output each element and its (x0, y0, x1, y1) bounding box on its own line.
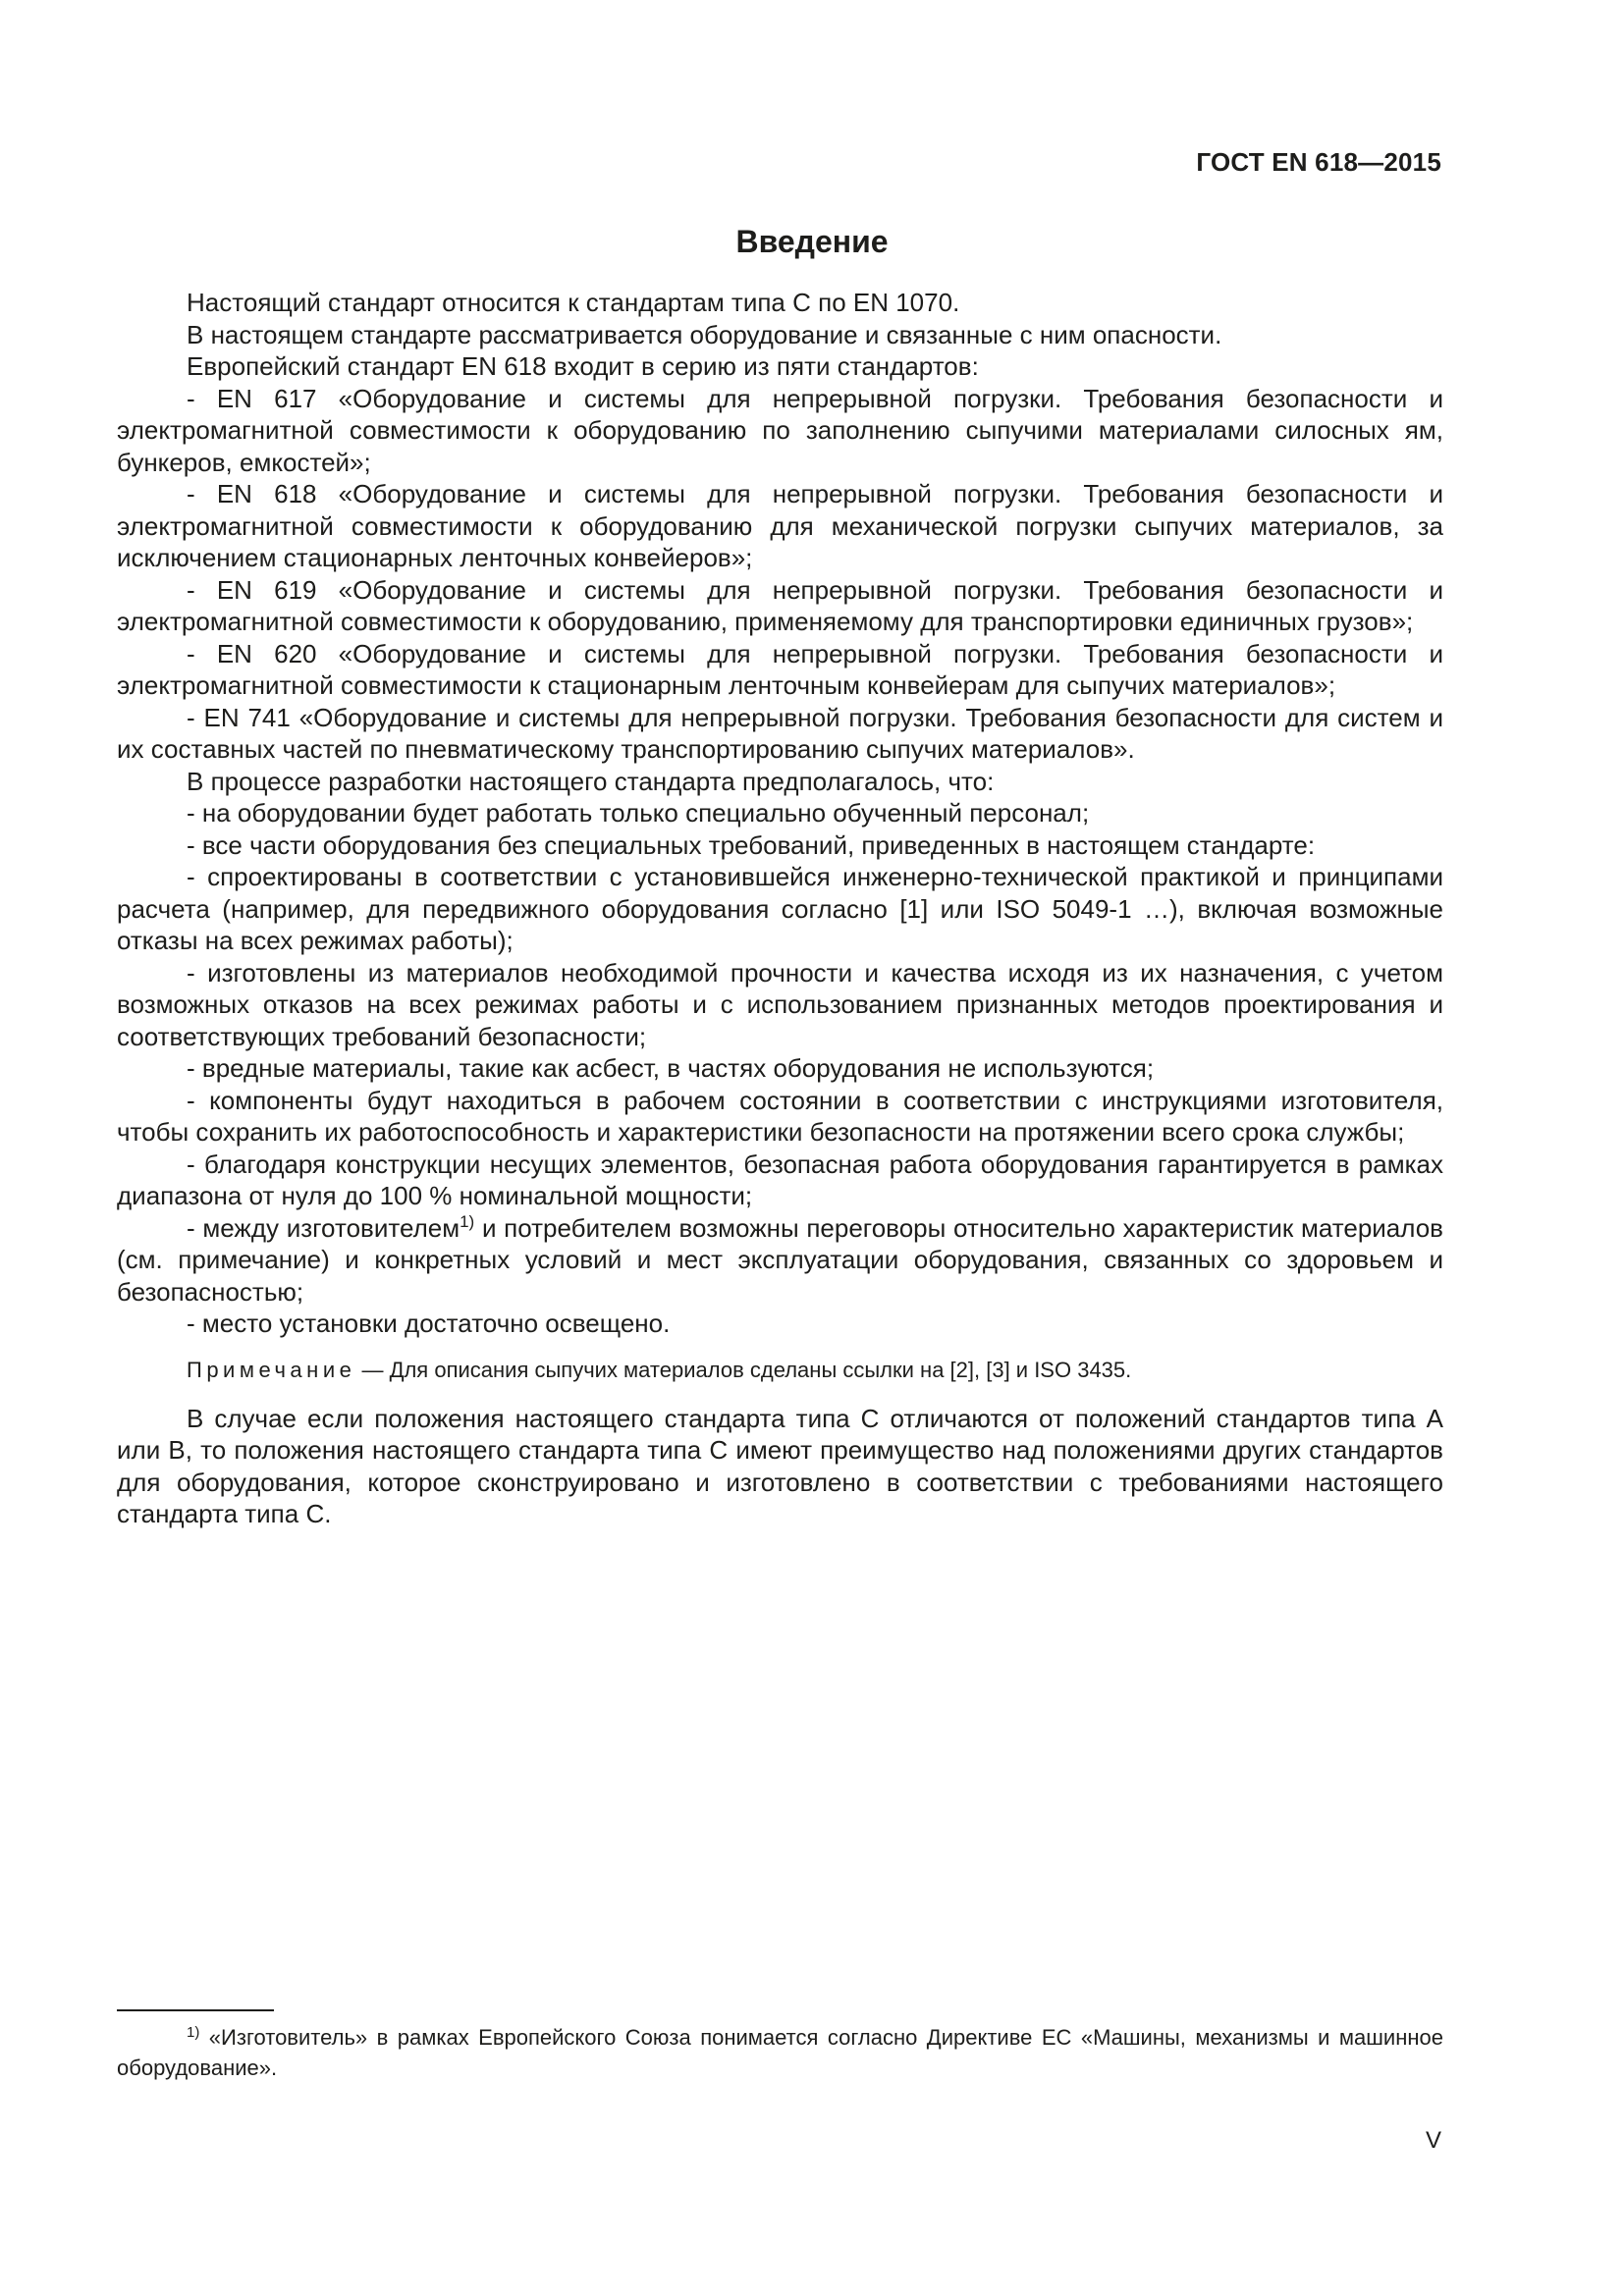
list-item-en618: - EN 618 «Оборудование и системы для непрерывной погрузки. Требования безопасности и электромагнитной совместимости к оборудованию для механической погрузки сыпучих материалов, за исключением стационарных ленточных конвейеров»; (117, 479, 1443, 572)
paragraph: Настоящий стандарт относится к стандартам типа С по EN 1070. (187, 288, 960, 317)
list-item-en620: - EN 620 «Оборудование и системы для непрерывной погрузки. Требования безопасности и электромагнитной совместимости к стационарным ленточным конвейерам для сыпучих материалов»; (117, 638, 1443, 700)
note (117, 1356, 1443, 1385)
paragraph: Европейский стандарт EN 618 входит в серию из пяти стандартов: (187, 351, 979, 381)
page-number: V (1425, 2127, 1441, 2154)
list-item-en617: - EN 617 «Оборудование и системы для непрерывной погрузки. Требования безопасности и электромагнитной совместимости к оборудованию по заполнению сыпучими материалами силосных ям, бункеров, емкостей»; (117, 383, 1443, 477)
note-label: Примечание (187, 1357, 356, 1382)
list-item: - на оборудовании будет работать только специально обученный персонал; (187, 798, 1090, 828)
page-title: Введение (735, 224, 889, 259)
closing-paragraph: В случае если положения настоящего стандарта типа С отличаются от положений стандартов типа А или В, то положения настоящего стандарта типа С имеют преимущество над положениями других стандартов для оборудования, которое сконструировано и изготовлено в соответствии с требованиями настоящего стандарта типа С. (117, 1403, 1443, 1528)
list-item-text: - между изготовителем (187, 1212, 460, 1243)
list-item: - изготовлены из материалов необходимой прочности и качества исходя из их назначения, с учетом возможных отказов на всех режимах работы и с использованием признанных методов проектирования и соответствующих требований безопасности; (117, 957, 1443, 1051)
paragraph: В процессе разработки настоящего стандарта предполагалось, что: (187, 766, 995, 796)
list-item: - благодаря конструкции несущих элементов, безопасная работа оборудования гарантируется в рамках диапазона от нуля до 100 % номинальной мощности; (117, 1148, 1443, 1210)
paragraph: В настоящем стандарте рассматривается оборудование и связанные с ним опасности. (187, 319, 1222, 349)
footnote-text: «Изготовитель» в рамках Европейского Союза понимается согласно Директиве ЕС «Машины, механизмы и машинное оборудование». (117, 2025, 1443, 2080)
footnote-reference: 1) (460, 1211, 475, 1231)
note-text: — Для описания сыпучих материалов сделаны ссылки на [2], [3] и ISO 3435. (355, 1357, 1132, 1382)
list-item-manufacturer (117, 1212, 1443, 1308)
list-item-en741: - EN 741 «Оборудование и системы для непрерывной погрузки. Требования безопасности для систем и их составных частей по пневматическому транспортированию сыпучих материалов». (117, 702, 1443, 764)
footnote-separator (117, 2009, 274, 2011)
list-item: - компоненты будут находиться в рабочем состоянии в соответствии с инструкциями изготовителя, чтобы сохранить их работоспособность и характеристики безопасности на протяжении всего срока службы; (117, 1085, 1443, 1147)
footnote (117, 2022, 1443, 2083)
list-item-text: и потребителем возможны переговоры относительно характеристик материалов (см. примечание) и конкретных условий и мест эксплуатации оборудования, связанных со здоровьем и безопасностью; (117, 1212, 1443, 1307)
list-item: - вредные материалы, такие как асбест, в частях оборудования не используются; (187, 1053, 1155, 1083)
list-item-lighting: - место установки достаточно освещено. (187, 1308, 671, 1338)
list-item-en619: - EN 619 «Оборудование и системы для непрерывной погрузки. Требования безопасности и электромагнитной совместимости к оборудованию, применяемому для транспортировки единичных грузов»; (117, 574, 1443, 636)
document-code-header: ГОСТ EN 618—2015 (1196, 147, 1441, 177)
list-item: - все части оборудования без специальных требований, приведенных в настоящем стандарте: (187, 829, 1316, 860)
list-item: - спроектированы в соответствии с установившейся инженерно-технической практикой и принципами расчета (например, для передвижного оборудования согласно [1] или ISO 5049-1 …), включая возможные отказы на всех режимах работы); (117, 862, 1443, 955)
introduction-body (117, 287, 1443, 1530)
footnote-mark: 1) (187, 2024, 200, 2041)
